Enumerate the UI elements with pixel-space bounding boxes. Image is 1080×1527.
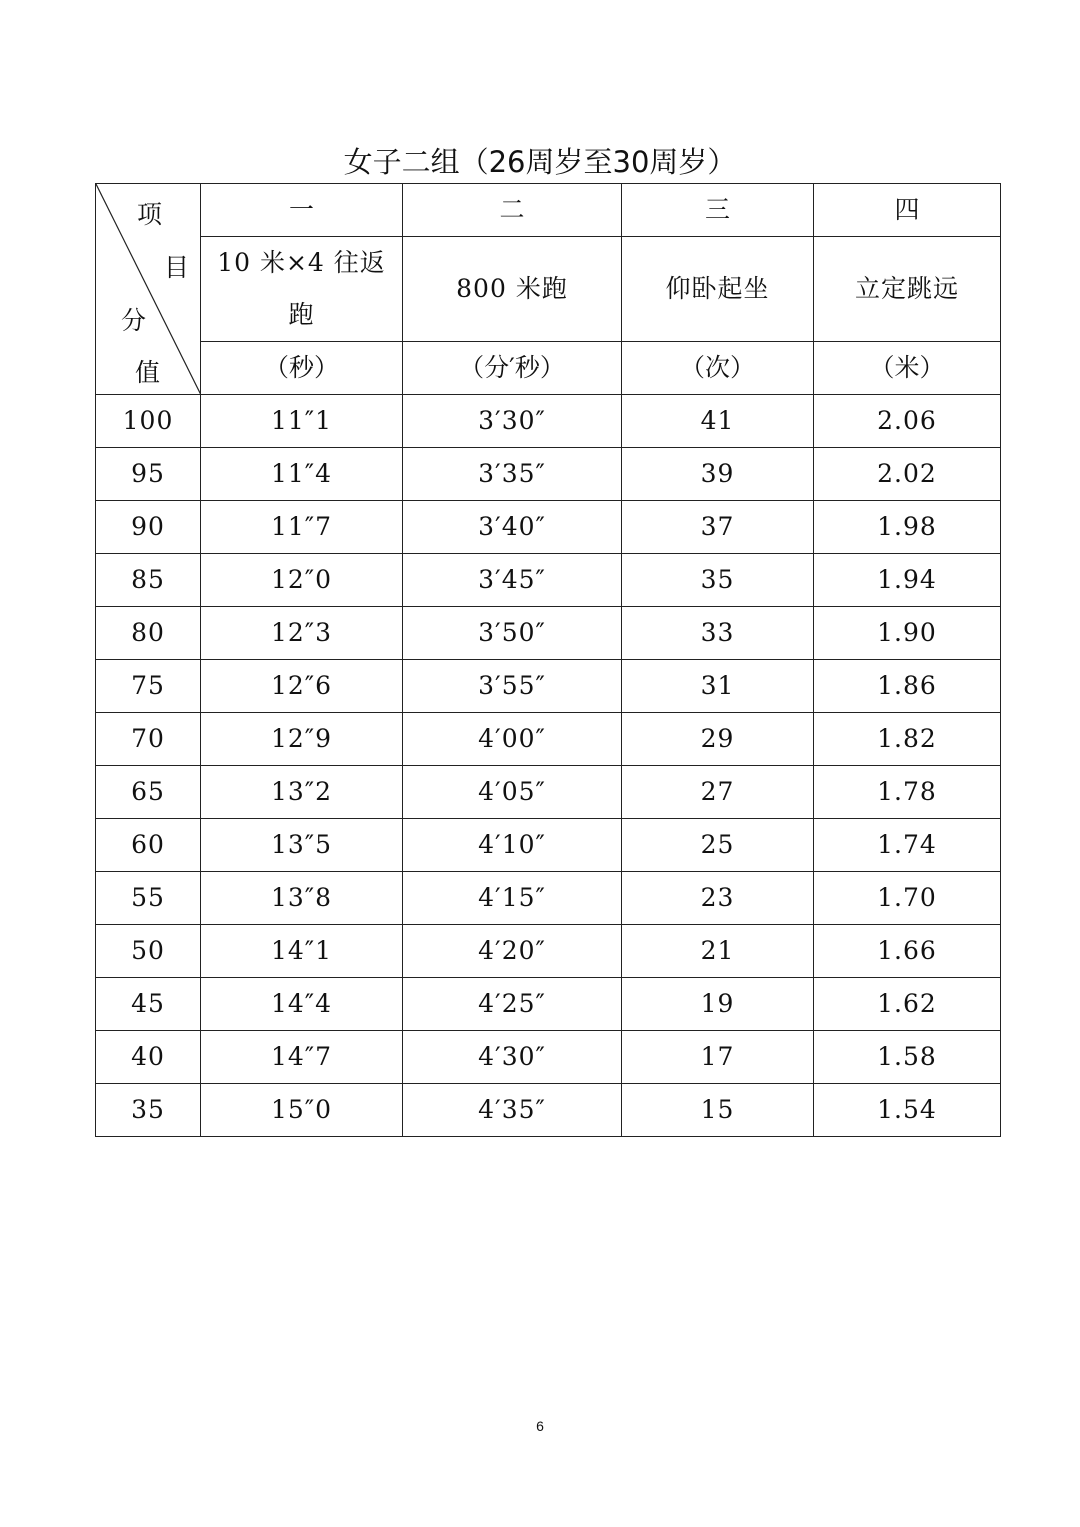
standing-jump-distance-cell: 2.02: [814, 448, 1001, 501]
run-800m-time-cell: 4′35″: [403, 1084, 622, 1137]
event-header-shuttle-run: 10 米×4 往返跑: [201, 237, 403, 342]
score-cell: 65: [96, 766, 201, 819]
unit-header-meters: （米）: [814, 342, 1001, 395]
shuttle-run-time-cell: 12″6: [201, 660, 403, 713]
standing-jump-distance-cell: 1.54: [814, 1084, 1001, 1137]
shuttle-run-time-cell: 13″5: [201, 819, 403, 872]
header-row-groups: [96, 184, 1001, 237]
situps-count-cell: 37: [622, 501, 814, 554]
table-row: [96, 713, 1001, 766]
situps-count-cell: 19: [622, 978, 814, 1031]
shuttle-run-time-cell: 13″2: [201, 766, 403, 819]
group-header-1: 一: [201, 184, 403, 237]
table-row: [96, 872, 1001, 925]
run-800m-time-cell: 4′00″: [403, 713, 622, 766]
header-row-events: [96, 237, 1001, 342]
run-800m-time-cell: 3′50″: [403, 607, 622, 660]
page-number: 6: [536, 1418, 544, 1434]
standing-jump-distance-cell: 1.70: [814, 872, 1001, 925]
situps-count-cell: 41: [622, 395, 814, 448]
shuttle-run-time-cell: 11″7: [201, 501, 403, 554]
standing-jump-distance-cell: 1.62: [814, 978, 1001, 1031]
group-header-2: 二: [403, 184, 622, 237]
table-row: [96, 395, 1001, 448]
header-row-units: [96, 342, 1001, 395]
run-800m-time-cell: 3′55″: [403, 660, 622, 713]
page-title: 女子二组（26周岁至30周岁）: [343, 145, 737, 179]
table-row: [96, 925, 1001, 978]
run-800m-time-cell: 3′40″: [403, 501, 622, 554]
shuttle-run-time-cell: 14″7: [201, 1031, 403, 1084]
corner-label-score-1: 分: [121, 306, 147, 335]
table-row: [96, 501, 1001, 554]
event-header-situps: 仰卧起坐: [622, 237, 814, 342]
shuttle-run-time-cell: 12″3: [201, 607, 403, 660]
shuttle-run-time-cell: 14″4: [201, 978, 403, 1031]
score-cell: 75: [96, 660, 201, 713]
run-800m-time-cell: 4′30″: [403, 1031, 622, 1084]
score-cell: 35: [96, 1084, 201, 1137]
scoring-table: [95, 183, 1001, 1137]
event-header-800m: 800 米跑: [403, 237, 622, 342]
situps-count-cell: 21: [622, 925, 814, 978]
run-800m-time-cell: 4′10″: [403, 819, 622, 872]
situps-count-cell: 15: [622, 1084, 814, 1137]
table-row: [96, 1031, 1001, 1084]
situps-count-cell: 25: [622, 819, 814, 872]
score-cell: 90: [96, 501, 201, 554]
standing-jump-distance-cell: 1.66: [814, 925, 1001, 978]
table-row: [96, 554, 1001, 607]
shuttle-run-time-cell: 14″1: [201, 925, 403, 978]
table-row: [96, 978, 1001, 1031]
table-row: [96, 1084, 1001, 1137]
run-800m-time-cell: 4′20″: [403, 925, 622, 978]
run-800m-time-cell: 3′30″: [403, 395, 622, 448]
table-row: [96, 660, 1001, 713]
situps-count-cell: 35: [622, 554, 814, 607]
standing-jump-distance-cell: 1.94: [814, 554, 1001, 607]
unit-header-seconds: （秒）: [201, 342, 403, 395]
score-cell: 60: [96, 819, 201, 872]
shuttle-run-time-cell: 13″8: [201, 872, 403, 925]
run-800m-time-cell: 4′15″: [403, 872, 622, 925]
standing-jump-distance-cell: 1.78: [814, 766, 1001, 819]
standing-jump-distance-cell: 1.82: [814, 713, 1001, 766]
corner-label-item-1: 项: [137, 200, 163, 229]
shuttle-run-time-cell: 15″0: [201, 1084, 403, 1137]
unit-header-min-sec: （分′秒）: [403, 342, 622, 395]
unit-header-count: （次）: [622, 342, 814, 395]
group-header-3: 三: [622, 184, 814, 237]
shuttle-run-time-cell: 12″0: [201, 554, 403, 607]
corner-label-item-2: 目: [164, 253, 190, 282]
score-cell: 50: [96, 925, 201, 978]
standing-jump-distance-cell: 1.86: [814, 660, 1001, 713]
run-800m-time-cell: 4′05″: [403, 766, 622, 819]
run-800m-time-cell: 3′45″: [403, 554, 622, 607]
score-cell: 40: [96, 1031, 201, 1084]
situps-count-cell: 27: [622, 766, 814, 819]
shuttle-run-time-cell: 12″9: [201, 713, 403, 766]
shuttle-run-time-cell: 11″1: [201, 395, 403, 448]
situps-count-cell: 33: [622, 607, 814, 660]
shuttle-run-time-cell: 11″4: [201, 448, 403, 501]
standing-jump-distance-cell: 2.06: [814, 395, 1001, 448]
situps-count-cell: 23: [622, 872, 814, 925]
standing-jump-distance-cell: 1.98: [814, 501, 1001, 554]
situps-count-cell: 31: [622, 660, 814, 713]
table-row: [96, 766, 1001, 819]
score-cell: 70: [96, 713, 201, 766]
group-header-4: 四: [814, 184, 1001, 237]
standing-jump-distance-cell: 1.58: [814, 1031, 1001, 1084]
score-cell: 95: [96, 448, 201, 501]
situps-count-cell: 17: [622, 1031, 814, 1084]
situps-count-cell: 39: [622, 448, 814, 501]
score-cell: 85: [96, 554, 201, 607]
table-row: [96, 607, 1001, 660]
standing-jump-distance-cell: 1.74: [814, 819, 1001, 872]
score-cell: 100: [96, 395, 201, 448]
corner-label-score-2: 值: [135, 358, 161, 387]
score-cell: 55: [96, 872, 201, 925]
standing-jump-distance-cell: 1.90: [814, 607, 1001, 660]
score-cell: 45: [96, 978, 201, 1031]
run-800m-time-cell: 3′35″: [403, 448, 622, 501]
corner-header-cell: [96, 184, 201, 395]
score-cell: 80: [96, 607, 201, 660]
run-800m-time-cell: 4′25″: [403, 978, 622, 1031]
situps-count-cell: 29: [622, 713, 814, 766]
event-header-standing-jump: 立定跳远: [814, 237, 1001, 342]
table-row: [96, 819, 1001, 872]
table-row: [96, 448, 1001, 501]
